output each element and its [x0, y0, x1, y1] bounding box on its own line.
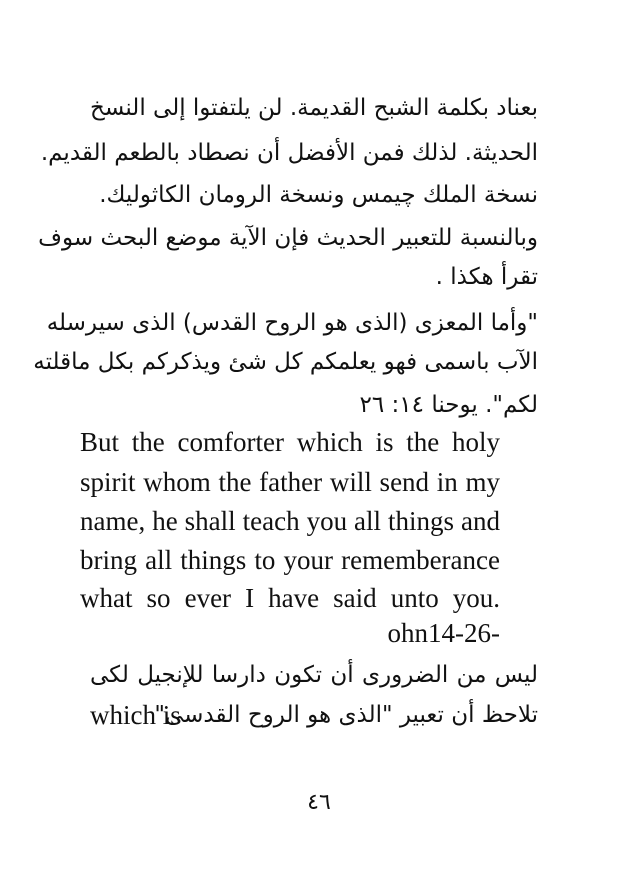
page-number: ٤٦	[307, 790, 331, 815]
arabic-line: الحديثة. لذلك فمن الأفضل أن نصطاد بالطعم القديم.	[40, 140, 538, 166]
arabic-fragment: تلاحظ أن تعبير "الذى هو الروح القدسى"	[154, 702, 538, 728]
arabic-quote-line: لكم". يوحنا ١٤: ٢٦	[359, 392, 538, 418]
arabic-line: بعناد بكلمة الشبح القديمة. لن يلتفتوا إلى النسخ	[90, 95, 538, 121]
verse-reference: ohn14-26-	[387, 618, 500, 648]
english-quote-line: what so ever I have said unto you.	[80, 583, 500, 613]
arabic-line: ليس من الضرورى أن تكون دارسا للإنجيل لكى	[90, 662, 538, 688]
english-quote-line: But the comforter which is the holy	[80, 427, 500, 457]
latin-fragment: which is	[90, 700, 181, 730]
mixed-line	[90, 698, 538, 732]
english-quote-line: bring all things to your rememberance	[80, 545, 500, 575]
arabic-line: نسخة الملك چيمس ونسخة الرومان الكاثوليك.	[99, 182, 538, 208]
english-quote-line: spirit whom the father will send in my	[80, 467, 500, 497]
arabic-quote-line: "وأما المعزى (الذى هو الروح القدس) الذى سيرسله	[46, 310, 538, 336]
arabic-line: تقرأ هكذا .	[435, 264, 538, 290]
arabic-quote-line: الآب باسمى فهو يعلمكم كل شئ ويذكركم بكل ماقلته	[33, 349, 538, 375]
arabic-line: وبالنسبة للتعبير الحديث فإن الآية موضع البحث سوف	[38, 225, 538, 251]
english-quote-line: name, he shall teach you all things and	[80, 506, 500, 536]
